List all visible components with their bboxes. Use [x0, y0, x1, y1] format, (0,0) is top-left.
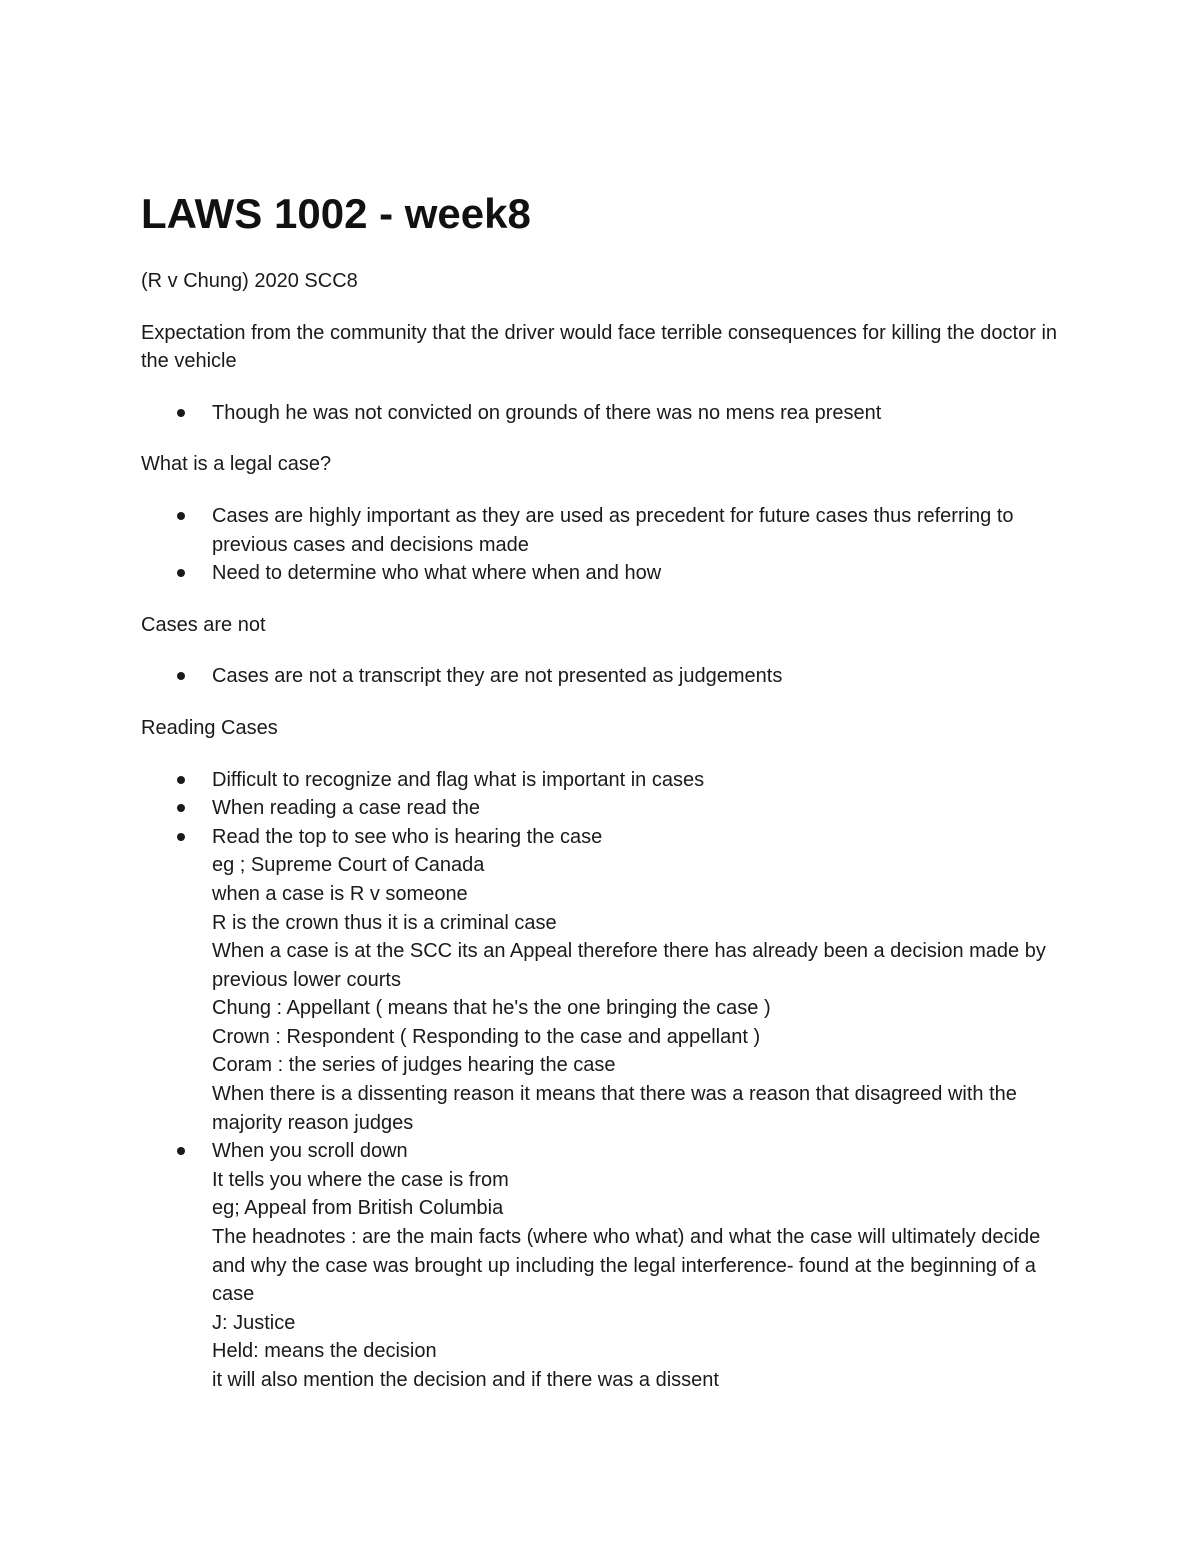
bullet-icon — [177, 833, 185, 841]
list-item-line: When there is a dissenting reason it means that there was a reason that disagreed with the majority reason judges — [212, 1083, 1017, 1134]
list-item-line: Difficult to recognize and flag what is important in cases — [212, 768, 705, 791]
list-item-line: It tells you where the case is from — [212, 1168, 509, 1191]
list-item-line: When reading a case read the — [212, 797, 480, 820]
reading-cases-heading: Reading Cases — [141, 716, 278, 739]
list-item — [141, 399, 1061, 428]
list-item-line: J: Justice — [212, 1311, 296, 1334]
list-item-line: The headnotes : are the main facts (where who what) and what the case will ultimately decide and why the case was brought up including the legal interference- found at the beginning of a case — [212, 1226, 1041, 1306]
intro-bullet-list — [141, 399, 1061, 428]
list-item-line: R is the crown thus it is a criminal case — [212, 911, 557, 934]
bullet-icon — [177, 1147, 185, 1155]
list-item — [141, 662, 1061, 691]
list-item — [141, 559, 1061, 588]
list-item-line: Chung : Appellant ( means that he's the one bringing the case ) — [212, 997, 771, 1020]
bullet-icon — [177, 672, 185, 680]
list-item-line: Read the top to see who is hearing the case — [212, 825, 603, 848]
reading-cases-bullet-list — [141, 766, 1061, 1395]
list-item — [141, 502, 1061, 559]
list-item-text: Cases are not a transcript they are not presented as judgements — [212, 665, 783, 688]
legal-case-bullet-list — [141, 502, 1061, 588]
list-item-line: when a case is R v someone — [212, 882, 468, 905]
list-item — [141, 794, 1061, 823]
list-item — [141, 1137, 1061, 1394]
document-title: LAWS 1002 - week8 — [141, 190, 531, 237]
list-item-line: eg; Appeal from British Columbia — [212, 1197, 504, 1220]
list-item-line: Crown : Respondent ( Responding to the case and appellant ) — [212, 1025, 761, 1048]
case-reference: (R v Chung) 2020 SCC8 — [141, 270, 358, 292]
legal-case-heading: What is a legal case? — [141, 453, 332, 476]
list-item — [141, 823, 1061, 1138]
list-item-text: Need to determine who what where when and how — [212, 562, 662, 585]
list-item-line: When a case is at the SCC its an Appeal therefore there has already been a decision made by previous lower courts — [212, 940, 1046, 991]
list-item-line: it will also mention the decision and if there was a dissent — [212, 1369, 719, 1391]
intro-paragraph: Expectation from the community that the driver would face terrible consequences for killing the doctor in the vehicle — [141, 321, 1058, 373]
document-page — [141, 188, 1061, 1418]
bullet-icon — [177, 804, 185, 812]
cases-are-not-heading: Cases are not — [141, 613, 266, 636]
list-item-text: Though he was not convicted on grounds of there was no mens rea present — [212, 401, 882, 424]
list-item-text: Cases are highly important as they are used as precedent for future cases thus referring to previous cases and decisions made — [212, 504, 1014, 556]
bullet-icon — [177, 512, 185, 520]
bullet-icon — [177, 409, 185, 417]
list-item — [141, 766, 1061, 795]
list-item-line: When you scroll down — [212, 1140, 408, 1163]
bullet-icon — [177, 776, 185, 784]
list-item-line: Coram : the series of judges hearing the case — [212, 1054, 616, 1077]
list-item-line: eg ; Supreme Court of Canada — [212, 854, 485, 877]
bullet-icon — [177, 569, 185, 577]
list-item-line: Held: means the decision — [212, 1340, 437, 1363]
cases-are-not-bullet-list — [141, 662, 1061, 691]
